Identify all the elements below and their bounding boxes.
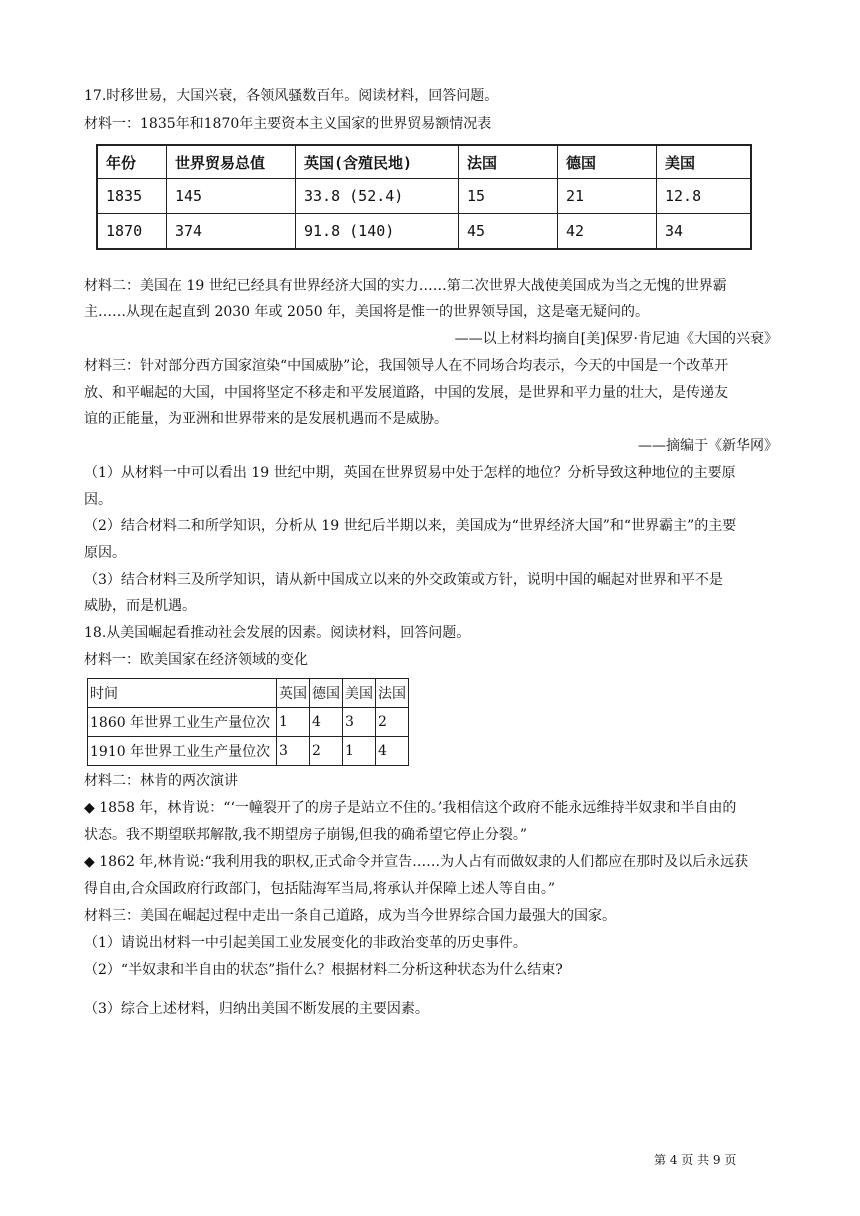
table-cell: 3: [277, 737, 310, 766]
q17-material3-source: ——摘编于《新华网》: [638, 438, 778, 454]
table-cell: 1: [343, 737, 376, 766]
table-cell: 42: [558, 214, 657, 250]
q17-material3-line: 谊的正能量，为亚洲和世界带来的是发展机遇而不是威胁。: [84, 411, 448, 427]
table-cell: 91.8 (140): [296, 214, 459, 250]
header-cell: 美国: [657, 145, 752, 179]
q17-subquestion-2-cont: 原因。: [84, 545, 126, 561]
table-row: [88, 708, 409, 737]
header-cell: 德国: [558, 145, 657, 179]
table-cell: 12.8: [657, 179, 752, 214]
table-cell: 1870: [97, 214, 167, 250]
table-cell: 33.8 (52.4): [296, 179, 459, 214]
table-cell: 374: [167, 214, 296, 250]
q17-material3-line: 放、和平崛起的大国，中国将坚定不移走和平发展道路，中国的发展，是世界和平力量的壮大，是传递友: [84, 385, 728, 401]
table-cell: 1: [277, 708, 310, 737]
header-cell: 法国: [376, 679, 409, 708]
q18-material2-speech2: ◆ 1862 年,林肯说:“我利用我的职权,正式命令并宣告……为人占有而做奴隶的人们都应在那时及以后永远获: [84, 854, 749, 870]
table-cell: 3: [343, 708, 376, 737]
table-header-row: [97, 145, 751, 179]
page-number: 第 4 页 共 9 页: [654, 1153, 737, 1167]
q18-material2-speech1-cont: 状态。我不期望联邦解散,我不期望房子崩锡,但我的确希望它停止分裂。”: [84, 827, 528, 843]
industry-rank-table: [87, 678, 409, 766]
header-cell: 英国(含殖民地): [296, 145, 459, 179]
table-row: [88, 737, 409, 766]
q17-subquestion-1-cont: 因。: [84, 492, 112, 508]
table-cell: 2: [376, 708, 409, 737]
q18-subquestion-3: （3）综合上述材料，归纳出美国不断发展的主要因素。: [84, 1001, 429, 1017]
header-cell: 世界贸易总值: [167, 145, 296, 179]
q17-subquestion-3: （3）结合材料三及所学知识，请从新中国成立以来的外交政策或方针，说明中国的崛起对世界和平不是: [84, 572, 723, 588]
table-row: [97, 179, 751, 214]
q18-material1-caption: 材料一：欧美国家在经济领域的变化: [84, 652, 308, 668]
table-cell: 145: [167, 179, 296, 214]
q17-title: 17.时移世易，大国兴衰，各领风骚数百年。阅读材料，回答问题。: [84, 88, 499, 104]
q17-material2-line: 主……从现在起直到 2030 年或 2050 年，美国将是惟一的世界领导国，这是毫无疑问的。: [84, 304, 650, 320]
table-cell: 1910 年世界工业生产量位次: [88, 737, 277, 766]
q18-subquestion-2: （2）“半奴隶和半自由的状态”指什么？根据材料二分析这种状态为什么结束?: [84, 962, 563, 978]
table-header-row: [88, 679, 409, 708]
table-cell: 2: [310, 737, 343, 766]
q17-material1-caption: 材料一：1835年和1870年主要资本主义国家的世界贸易额情况表: [84, 116, 492, 132]
table-cell: 45: [459, 214, 558, 250]
trade-table: [96, 144, 752, 250]
q18-material2-speech2-cont: 得自由,合众国政府行政部门，包括陆海军当局,将承认并保障上述人等自由。”: [84, 881, 556, 897]
table-cell: 4: [310, 708, 343, 737]
table-cell: 1860 年世界工业生产量位次: [88, 708, 277, 737]
q17-subquestion-1: （1）从材料一中可以看出 19 世纪中期，英国在世界贸易中处于怎样的地位？分析导致这种地位的主要原: [84, 465, 736, 481]
header-cell: 时间: [88, 679, 277, 708]
q17-subquestion-3-cont: 威胁，而是机遇。: [84, 598, 196, 614]
q18-material2-caption: 材料二：林肯的两次演讲: [84, 773, 238, 789]
q18-subquestion-1: （1）请说出材料一中引起美国工业发展变化的非政治变革的历史事件。: [84, 935, 527, 951]
q17-subquestion-2: （2）结合材料二和所学知识，分析从 19 世纪后半期以来，美国成为“世界经济大国”和“世界霸主”的主要: [84, 518, 737, 534]
q17-material2-line: 材料二：美国在 19 世纪已经具有世界经济大国的实力……第二次世界大战使美国成为当之无愧的世界霸: [84, 278, 727, 294]
table-cell: 34: [657, 214, 752, 250]
table-cell: 1835: [97, 179, 167, 214]
table-cell: 15: [459, 179, 558, 214]
q18-material3: 材料三：美国在崛起过程中走出一条自己道路，成为当今世界综合国力最强大的国家。: [84, 908, 616, 924]
header-cell: 法国: [459, 145, 558, 179]
header-cell: 年份: [97, 145, 167, 179]
header-cell: 美国: [343, 679, 376, 708]
q18-title: 18.从美国崛起看推动社会发展的因素。阅读材料，回答问题。: [84, 625, 471, 641]
table-row: [97, 214, 751, 250]
q17-material3-line: 材料三：针对部分西方国家渲染“中国威胁”论，我国领导人在不同场合均表示，今天的中国是一个改革开: [84, 358, 729, 374]
header-cell: 英国: [277, 679, 310, 708]
q18-material2-speech1: ◆ 1858 年，林肯说：“‘一幢裂开了的房子是站立不住的。’我相信这个政府不能永远维持半奴隶和半自由的: [84, 800, 737, 816]
header-cell: 德国: [310, 679, 343, 708]
table-cell: 4: [376, 737, 409, 766]
q17-material2-source: ——以上材料均摘自[美]保罗·肯尼迪《大国的兴衰》: [454, 331, 778, 347]
table-cell: 21: [558, 179, 657, 214]
